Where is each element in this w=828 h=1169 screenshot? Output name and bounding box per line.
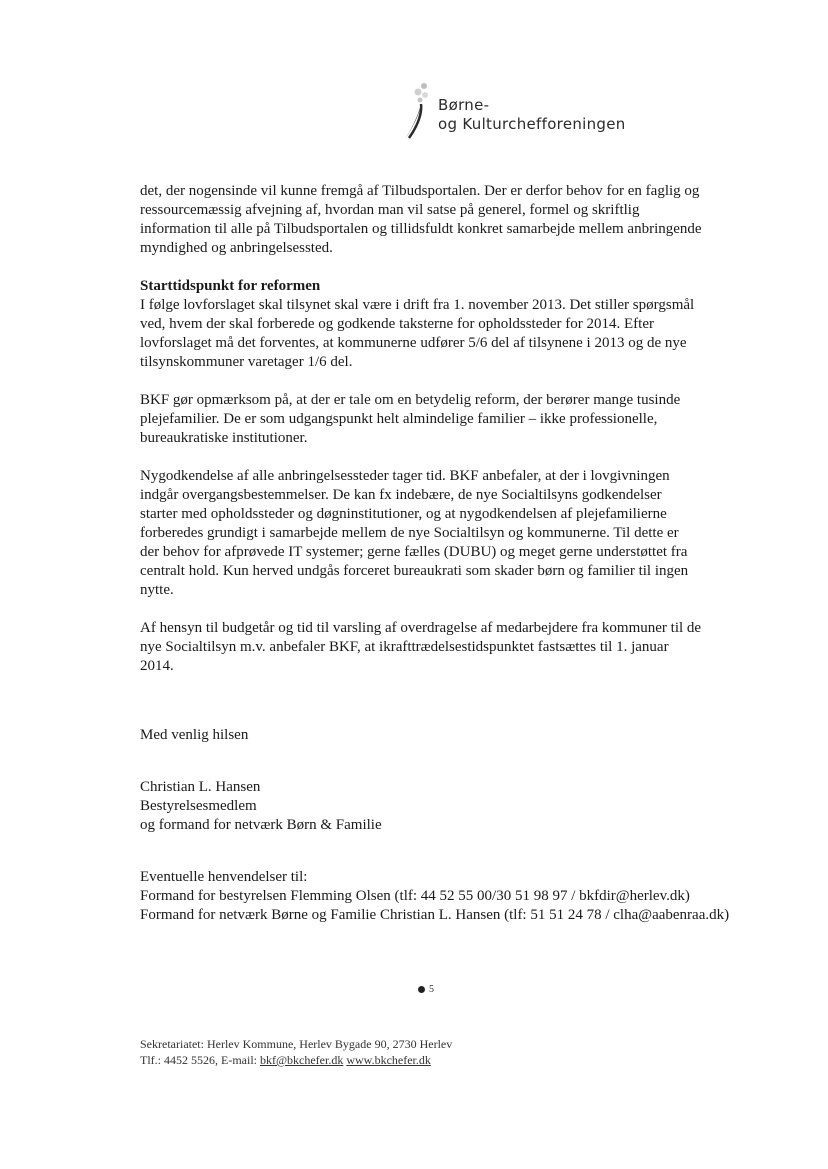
text-line: Nygodkendelse af alle anbringelsessteder tager tid. BKF anbefaler, at der i lovgivningen [140,468,670,484]
bullet-icon [418,986,425,993]
text-line: ressourcemæssig afvejning af, hvordan man vil satse på generel, formel og skriftlig [140,202,640,218]
page-number [418,984,434,995]
signer-role: og formand for netværk Børn & Familie [140,817,382,833]
contact-intro: Eventuelle henvendelser til: [140,869,308,885]
paragraph-4 [140,467,715,600]
text-line: starter med opholdssteder og døgninstitutioner, og at nygodkendelsen af plejefamilierne [140,506,667,522]
text-line: I følge lovforslaget skal tilsynet skal være i drift fra 1. november 2013. Det stiller spørgsmål [140,297,695,313]
text-line: BKF gør opmærksom på, at der er tale om en betydelig reform, der berører mange tusinde [140,392,681,408]
text-line: ved, hvem der skal forberede og godkende taksterne for opholdssteder for 2014. Efter [140,316,654,332]
text-line: information til alle på Tilbudsportalen og tillidsfuldt konkret samarbejde mellem anbringende [140,221,702,237]
website-link[interactable]: www.bkchefer.dk [346,1053,431,1067]
contact-block [140,868,730,925]
footer-address: Sekretariatet: Herlev Kommune, Herlev Bygade 90, 2730 Herlev [140,1037,453,1051]
section-heading: Starttidspunkt for reformen [140,278,321,294]
signer-name: Christian L. Hansen [140,779,261,795]
footer-contact [140,1052,452,1068]
text-line: bureaukratiske institutioner. [140,430,308,446]
text-line: forberedes grundigt i samarbejde mellem de nye Socialtilsyn og kommunerne. Til dette er [140,525,679,541]
text-line: plejefamilier. De er som udgangspunkt helt almindelige familier – ikke professionelle, [140,411,658,427]
page-number-text: 5 [429,984,434,995]
paragraph-3 [140,391,715,448]
text-line: nytte. [140,582,174,598]
paragraph-2 [140,296,715,372]
paragraph-1 [140,182,715,258]
text-line: centralt hold. Kun herved undgås forceret bureaukrati som skader børn og familier til ingen [140,563,689,579]
signer-title: Bestyrelsesmedlem [140,798,257,814]
footer-phone: Tlf.: 4452 5526, E-mail: [140,1053,260,1067]
email-link[interactable]: bkf@bkchefer.dk [259,1053,344,1067]
contact-line: Formand for bestyrelsen Flemming Olsen (tlf: 44 52 55 00/30 51 98 97 / bkfdir@herlev.dk) [140,888,690,904]
organization-logo [395,82,655,146]
text-line: nye Socialtilsyn m.v. anbefaler BKF, at ikrafttrædelsestidspunktet fastsættes til 1. januar [140,639,669,655]
greeting: Med venlig hilsen [140,727,249,743]
text-line: indgår overgangsbestemmelser. De kan fx indebære, de nye Socialtilsyns godkendelser [140,487,662,503]
text-line: der behov for afprøvede IT systemer; gerne fælles (DUBU) og meget gerne understøttet fra [140,544,688,560]
footer [140,1036,452,1068]
text-line: lovforslaget må det forventes, at kommunerne udfører 5/6 del af tilsynene i 2013 og de nye [140,335,687,351]
text-line: tilsynskommuner varetager 1/6 del. [140,354,353,370]
text-line: 2014. [140,658,174,674]
text-line: det, der nogensinde vil kunne fremgå af Tilbudsportalen. Der er derfor behov for en faglig og [140,183,700,199]
letter-body [140,182,730,925]
logo-line-1: Børne- [438,96,490,114]
logo-line-2: og Kulturchefforeningen [438,115,626,133]
figure-logo-icon [395,82,435,146]
text-line: Af hensyn til budgetår og tid til varsling af overdragelse af medarbejdere fra kommuner til de [140,620,702,636]
text-line: myndighed og anbringelsessted. [140,240,333,256]
contact-line: Formand for netværk Børne og Familie Christian L. Hansen (tlf: 51 51 24 78 / clha@aabenraa.dk) [140,907,730,923]
paragraph-5 [140,619,715,676]
signature-block [140,778,715,835]
